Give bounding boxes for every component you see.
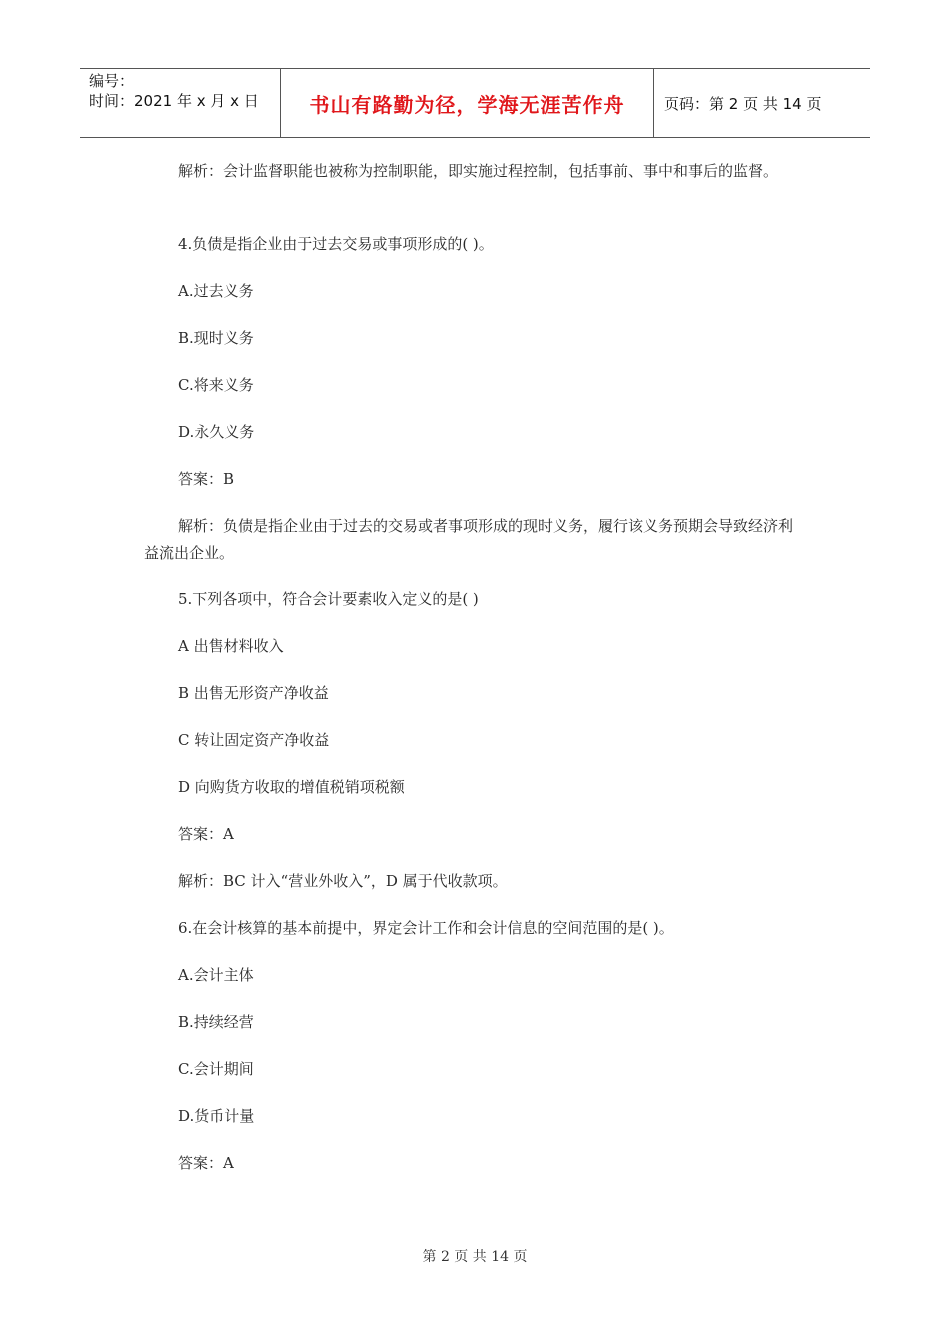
q4-option-d: D.永久义务: [178, 423, 255, 441]
q6-option-d: D.货币计量: [178, 1107, 255, 1125]
q4-option-a: A.过去义务: [178, 282, 254, 300]
header-page-info: 页码：第 2 页 共 14 页: [664, 94, 822, 113]
q4-answer: 答案：B: [178, 470, 235, 488]
q5-option-a: A 出售材料收入: [178, 637, 284, 655]
q5-answer: 答案：A: [178, 825, 234, 843]
header-motto: 书山有路勤为径，学海无涯苦作舟: [281, 69, 654, 137]
q5-option-b: B 出售无形资产净收益: [178, 684, 329, 702]
q4-option-c: C.将来义务: [178, 376, 254, 394]
question-5: 5.下列各项中，符合会计要素收入定义的是( ): [178, 590, 479, 608]
page-header: [80, 68, 870, 138]
question-6: 6.在会计核算的基本前提中，界定会计工作和会计信息的空间范围的是( )。: [178, 919, 674, 937]
page-footer: 第 2 页 共 14 页: [422, 1249, 528, 1265]
question-4: 4.负债是指企业由于过去交易或事项形成的( )。: [178, 235, 494, 253]
q4-explanation: 解析：负债是指企业由于过去的交易或者事项形成的现时义务，履行该义务预期会导致经济利益流出企业。: [144, 517, 794, 562]
q6-option-b: B.持续经营: [178, 1013, 254, 1031]
number-label: 编号：: [89, 72, 135, 90]
q6-option-c: C.会计期间: [178, 1060, 254, 1078]
header-meta: [80, 69, 281, 137]
q5-explanation: 解析：BC 计入“营业外收入”，D 属于代收款项。: [178, 872, 508, 890]
explanation-q3: 解析：会计监督职能也被称为控制职能，即实施过程控制，包括事前、事中和事后的监督。: [178, 162, 779, 180]
q6-answer: 答案：A: [178, 1154, 234, 1172]
q4-option-b: B.现时义务: [178, 329, 254, 347]
time-label: 时间：2021 年 x 月 x 日: [89, 92, 259, 110]
q5-option-d: D 向购货方收取的增值税销项税额: [178, 778, 405, 796]
q5-option-c: C 转让固定资产净收益: [178, 731, 330, 749]
q6-option-a: A.会计主体: [178, 966, 254, 984]
